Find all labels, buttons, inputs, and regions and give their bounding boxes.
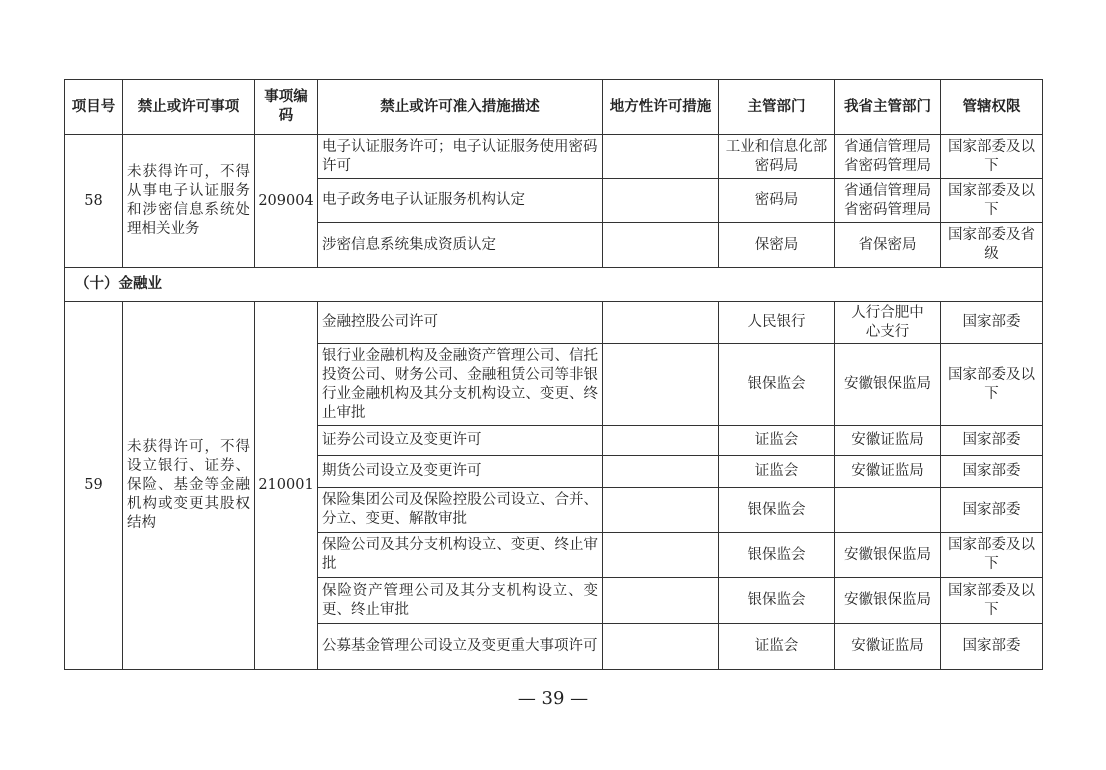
dept: 证监会	[719, 624, 835, 670]
item-matter: 未获得许可，不得从事电子认证服务和涉密信息系统处理相关业务	[123, 135, 255, 268]
item-no: 58	[65, 135, 123, 268]
header-item-no: 项目号	[65, 80, 123, 135]
measure-description: 保险公司及其分支机构设立、变更、终止审批	[318, 533, 603, 578]
dept: 保密局	[719, 223, 835, 268]
local-measure	[603, 488, 719, 533]
dept: 银保监会	[719, 344, 835, 426]
header-local-measure: 地方性许可措施	[603, 80, 719, 135]
jurisdiction: 国家部委及以下	[941, 135, 1043, 179]
local-measure	[603, 302, 719, 344]
jurisdiction: 国家部委及以下	[941, 578, 1043, 624]
dept: 人民银行	[719, 302, 835, 344]
local-measure	[603, 624, 719, 670]
header-code: 事项编码	[255, 80, 318, 135]
permit-table	[64, 79, 1043, 670]
prov-dept: 人行合肥中心支行	[835, 302, 941, 344]
measure-description: 涉密信息系统集成资质认定	[318, 223, 603, 268]
dept: 银保监会	[719, 488, 835, 533]
local-measure	[603, 223, 719, 268]
section-row	[65, 268, 1043, 302]
jurisdiction: 国家部委	[941, 426, 1043, 456]
prov-dept	[835, 488, 941, 533]
item-matter: 未获得许可，不得设立银行、证券、保险、基金等金融机构或变更其股权结构	[123, 302, 255, 670]
dept: 银保监会	[719, 578, 835, 624]
header-row	[65, 80, 1043, 135]
header-matter: 禁止或许可事项	[123, 80, 255, 135]
local-measure	[603, 456, 719, 488]
prov-dept: 安徽证监局	[835, 456, 941, 488]
local-measure	[603, 533, 719, 578]
local-measure	[603, 578, 719, 624]
prov-dept: 安徽证监局	[835, 426, 941, 456]
header-jurisdiction: 管辖权限	[941, 80, 1043, 135]
jurisdiction: 国家部委及以下	[941, 344, 1043, 426]
prov-dept: 省通信管理局省密码管理局	[835, 135, 941, 179]
table-row	[65, 302, 1043, 344]
prov-dept: 安徽银保监局	[835, 344, 941, 426]
measure-description: 公募基金管理公司设立及变更重大事项许可	[318, 624, 603, 670]
jurisdiction: 国家部委及省级	[941, 223, 1043, 268]
jurisdiction: 国家部委	[941, 456, 1043, 488]
measure-description: 保险集团公司及保险控股公司设立、合并、分立、变更、解散审批	[318, 488, 603, 533]
dept: 证监会	[719, 456, 835, 488]
header-dept: 主管部门	[719, 80, 835, 135]
item-code: 209004	[255, 135, 318, 268]
jurisdiction: 国家部委	[941, 624, 1043, 670]
header-prov-dept: 我省主管部门	[835, 80, 941, 135]
local-measure	[603, 135, 719, 179]
prov-dept: 省保密局	[835, 223, 941, 268]
prov-dept: 安徽银保监局	[835, 578, 941, 624]
measure-description: 证券公司设立及变更许可	[318, 426, 603, 456]
item-code: 210001	[255, 302, 318, 670]
measure-description: 保险资产管理公司及其分支机构设立、变更、终止审批	[318, 578, 603, 624]
measure-description: 期货公司设立及变更许可	[318, 456, 603, 488]
local-measure	[603, 344, 719, 426]
prov-dept: 安徽证监局	[835, 624, 941, 670]
local-measure	[603, 426, 719, 456]
measure-description: 电子政务电子认证服务机构认定	[318, 179, 603, 223]
jurisdiction: 国家部委及以下	[941, 533, 1043, 578]
dept: 银保监会	[719, 533, 835, 578]
measure-description: 电子认证服务许可；电子认证服务使用密码许可	[318, 135, 603, 179]
jurisdiction: 国家部委	[941, 488, 1043, 533]
local-measure	[603, 179, 719, 223]
prov-dept: 安徽银保监局	[835, 533, 941, 578]
header-description: 禁止或许可准入措施描述	[318, 80, 603, 135]
page-number: — 39 —	[517, 688, 589, 709]
item-no: 59	[65, 302, 123, 670]
jurisdiction: 国家部委	[941, 302, 1043, 344]
table-row	[65, 135, 1043, 179]
prov-dept: 省通信管理局省密码管理局	[835, 179, 941, 223]
jurisdiction: 国家部委及以下	[941, 179, 1043, 223]
dept: 证监会	[719, 426, 835, 456]
dept: 密码局	[719, 179, 835, 223]
measure-description: 银行业金融机构及金融资产管理公司、信托投资公司、财务公司、金融租赁公司等非银行业金融机构及其分支机构设立、变更、终止审批	[318, 344, 603, 426]
section-title: （十）金融业	[65, 268, 1043, 302]
measure-description: 金融控股公司许可	[318, 302, 603, 344]
dept: 工业和信息化部密码局	[719, 135, 835, 179]
